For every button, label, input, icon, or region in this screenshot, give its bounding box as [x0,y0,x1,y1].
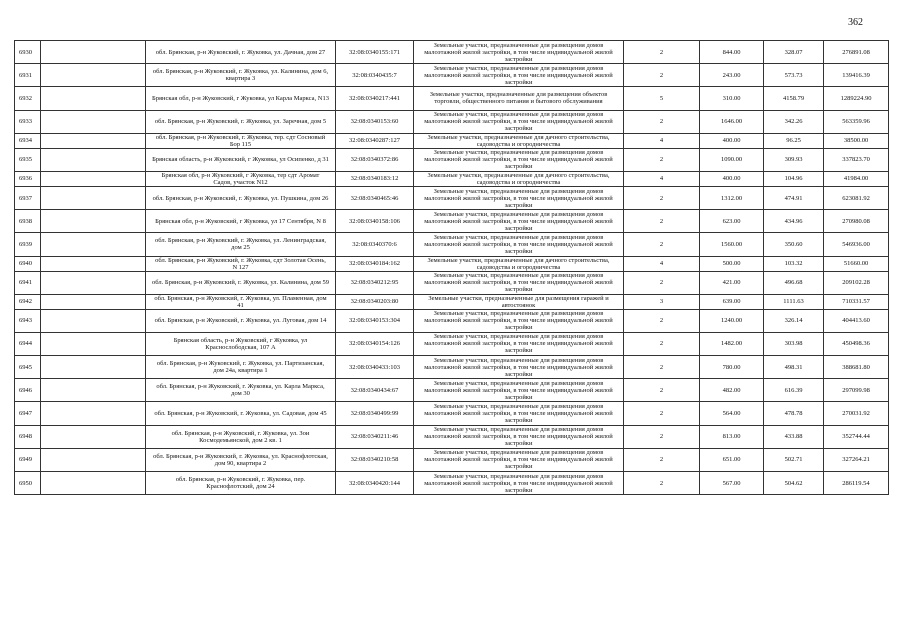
group-cell: 2 [624,186,700,209]
cadastral-number-cell: 32:08:0340212:95 [336,271,414,294]
group-cell: 5 [624,87,700,110]
specific-value-cell: 496.68 [764,271,824,294]
address-cell: обл. Брянская, р-н Жуковский, г. Жуковка, ул. Карла Маркса, дом 30 [146,379,336,402]
table-row [15,171,889,186]
address-cell: Брянская обл, р-н Жуковский, г Жуковка, тер сдт Аромат Садов, участок N12 [146,171,336,186]
spacer-cell [41,271,146,294]
area-cell: 1560.00 [700,233,764,256]
land-use-cell: Земельные участки, предназначенные для размещения домов малоэтажной жилой застройки, в том числе индивидуальной жилой застройки [414,110,624,133]
spacer-cell [41,356,146,379]
cadastral-value-cell: 563359.96 [824,110,889,133]
cadastral-value-cell: 710331.57 [824,294,889,309]
area-cell: 623.00 [700,210,764,233]
address-cell: обл. Брянская, р-н Жуковский, г. Жуковка, ул. Ленинградская, дом 25 [146,233,336,256]
cadastral-number-cell: 32:08:0340211:46 [336,425,414,448]
specific-value-cell: 309.93 [764,148,824,171]
table-row [15,448,889,471]
group-cell: 2 [624,379,700,402]
group-cell: 2 [624,64,700,87]
table-body [15,41,889,495]
address-cell: Брянская обл, р-н Жуковский, г Жуковка, ул Карла Маркса, N13 [146,87,336,110]
land-use-cell: Земельные участки, предназначенные для размещения домов малоэтажной жилой застройки, в том числе индивидуальной жилой застройки [414,41,624,64]
group-cell: 2 [624,309,700,332]
group-cell: 2 [624,271,700,294]
spacer-cell [41,41,146,64]
address-cell: Брянская обл, р-н Жуковский, г Жуковка, ул 17 Сентября, N 8 [146,210,336,233]
row-number: 6948 [15,425,41,448]
table-row [15,332,889,355]
address-cell: обл. Брянская, р-н Жуковский, г. Жуковка, сдт Золотая Осень, N 127 [146,256,336,271]
table-row [15,309,889,332]
group-cell: 4 [624,133,700,148]
specific-value-cell: 504.62 [764,472,824,495]
address-cell: обл. Брянская, р-н Жуковский, г. Жуковка, ул. Зои Космодемьянской, дом 2 кв. 1 [146,425,336,448]
cadastral-value-cell: 51660.00 [824,256,889,271]
land-use-cell: Земельные участки, предназначенные для размещения домов малоэтажной жилой застройки, в том числе индивидуальной жилой застройки [414,148,624,171]
area-cell: 1646.00 [700,110,764,133]
cadastral-number-cell: 32:08:0340420:144 [336,472,414,495]
row-number: 6933 [15,110,41,133]
area-cell: 243.00 [700,64,764,87]
table-row [15,472,889,495]
row-number: 6940 [15,256,41,271]
spacer-cell [41,309,146,332]
cadastral-number-cell: 32:08:0340154:126 [336,332,414,355]
land-use-cell: Земельные участки, предназначенные для размещения домов малоэтажной жилой застройки, в том числе индивидуальной жилой застройки [414,402,624,425]
land-use-cell: Земельные участки, предназначенные для размещения домов малоэтажной жилой застройки, в том числе индивидуальной жилой застройки [414,379,624,402]
spacer-cell [41,332,146,355]
cadastral-value-cell: 38500.00 [824,133,889,148]
cadastral-value-cell: 286119.54 [824,472,889,495]
cadastral-value-cell: 337823.70 [824,148,889,171]
area-cell: 813.00 [700,425,764,448]
row-number: 6932 [15,87,41,110]
specific-value-cell: 434.96 [764,210,824,233]
spacer-cell [41,110,146,133]
specific-value-cell: 1111.63 [764,294,824,309]
group-cell: 2 [624,210,700,233]
table-row [15,210,889,233]
address-cell: обл. Брянская, р-н Жуковский, г. Жуковка, ул. Партизанская, дом 24а, квартира 1 [146,356,336,379]
land-use-cell: Земельные участки, предназначенные для размещения домов малоэтажной жилой застройки, в том числе индивидуальной жилой застройки [414,356,624,379]
specific-value-cell: 303.98 [764,332,824,355]
cadastral-value-cell: 270980.08 [824,210,889,233]
table-row [15,256,889,271]
page-number: 362 [848,17,863,28]
row-number: 6939 [15,233,41,256]
land-use-cell: Земельные участки, предназначенные для размещения домов малоэтажной жилой застройки, в том числе индивидуальной жилой застройки [414,271,624,294]
address-cell: Брянская область, р-н Жуковский, г Жуковка, ул Краснослободская, 107 А [146,332,336,355]
table-row [15,233,889,256]
cadastral-value-cell: 388681.80 [824,356,889,379]
cadastral-number-cell: 32:08:0340184:162 [336,256,414,271]
spacer-cell [41,186,146,209]
table-row [15,271,889,294]
spacer-cell [41,425,146,448]
cadastral-value-cell: 623081.92 [824,186,889,209]
cadastral-value-cell: 352744.44 [824,425,889,448]
table-row [15,110,889,133]
row-number: 6946 [15,379,41,402]
area-cell: 639.00 [700,294,764,309]
row-number: 6936 [15,171,41,186]
land-use-cell: Земельные участки, предназначенные для размещения домов малоэтажной жилой застройки, в том числе индивидуальной жилой застройки [414,233,624,256]
area-cell: 400.00 [700,171,764,186]
spacer-cell [41,148,146,171]
area-cell: 651.00 [700,448,764,471]
cadastral-value-cell: 41984.00 [824,171,889,186]
address-cell: Брянская область, р-н Жуковский, г Жуковка, ул Осипенко, д 31 [146,148,336,171]
group-cell: 2 [624,332,700,355]
specific-value-cell: 96.25 [764,133,824,148]
table-row [15,87,889,110]
area-cell: 1240.00 [700,309,764,332]
group-cell: 2 [624,448,700,471]
table-row [15,425,889,448]
specific-value-cell: 4158.79 [764,87,824,110]
address-cell: обл. Брянская, р-н Жуковский, г. Жуковка, ул. Пламенная, дом 41 [146,294,336,309]
row-number: 6943 [15,309,41,332]
cadastral-number-cell: 32:08:0340465:46 [336,186,414,209]
area-cell: 421.00 [700,271,764,294]
row-number: 6947 [15,402,41,425]
area-cell: 1312.00 [700,186,764,209]
cadastral-number-cell: 32:08:0340153:304 [336,309,414,332]
land-use-cell: Земельные участки, предназначенные для размещения гаражей и автостоянок [414,294,624,309]
row-number: 6937 [15,186,41,209]
area-cell: 844.00 [700,41,764,64]
cadastral-value-cell: 270031.92 [824,402,889,425]
cadastral-value-cell: 546936.00 [824,233,889,256]
land-use-cell: Земельные участки, предназначенные для дачного строительства, садоводства и огородничества [414,133,624,148]
land-use-cell: Земельные участки, предназначенные для размещения домов малоэтажной жилой застройки, в том числе индивидуальной жилой застройки [414,309,624,332]
spacer-cell [41,379,146,402]
cadastral-value-cell: 276891.08 [824,41,889,64]
land-use-cell: Земельные участки, предназначенные для размещения домов малоэтажной жилой застройки, в том числе индивидуальной жилой застройки [414,472,624,495]
group-cell: 2 [624,402,700,425]
address-cell: обл. Брянская, р-н Жуковский, г. Жуковка, ул. Заречная, дом 5 [146,110,336,133]
table-row [15,133,889,148]
address-cell: обл. Брянская, р-н Жуковский, г. Жуковка, ул. Садовая, дом 45 [146,402,336,425]
spacer-cell [41,210,146,233]
address-cell: обл. Брянская, р-н Жуковский, г. Жуковка, ул. Дачная, дом 27 [146,41,336,64]
specific-value-cell: 342.26 [764,110,824,133]
table-row [15,356,889,379]
specific-value-cell: 326.14 [764,309,824,332]
cadastral-number-cell: 32:08:0340372:86 [336,148,414,171]
specific-value-cell: 104.96 [764,171,824,186]
land-use-cell: Земельные участки, предназначенные для размещения домов малоэтажной жилой застройки, в том числе индивидуальной жилой застройки [414,186,624,209]
cadastral-number-cell: 32:08:0340287:127 [336,133,414,148]
cadastral-number-cell: 32:08:0340158:106 [336,210,414,233]
row-number: 6935 [15,148,41,171]
land-use-cell: Земельные участки, предназначенные для размещения домов малоэтажной жилой застройки, в том числе индивидуальной жилой застройки [414,425,624,448]
land-use-cell: Земельные участки, предназначенные для размещения объектов торговли, общественного питания и бытового обслуживания [414,87,624,110]
row-number: 6938 [15,210,41,233]
address-cell: обл. Брянская, р-н Жуковский, г. Жуковка, ул. Калинина, дом 59 [146,271,336,294]
specific-value-cell: 502.71 [764,448,824,471]
table-row [15,294,889,309]
group-cell: 3 [624,294,700,309]
table-row [15,64,889,87]
row-number: 6942 [15,294,41,309]
group-cell: 2 [624,41,700,64]
cadastral-number-cell: 32:08:0340203:80 [336,294,414,309]
area-cell: 564.00 [700,402,764,425]
land-use-cell: Земельные участки, предназначенные для дачного строительства, садоводства и огородничества [414,256,624,271]
land-use-cell: Земельные участки, предназначенные для размещения домов малоэтажной жилой застройки, в том числе индивидуальной жилой застройки [414,448,624,471]
specific-value-cell: 498.31 [764,356,824,379]
cadastral-value-cell: 450498.36 [824,332,889,355]
cadastral-value-cell: 209102.28 [824,271,889,294]
specific-value-cell: 616.39 [764,379,824,402]
table-row [15,41,889,64]
cadastral-number-cell: 32:08:0340434:67 [336,379,414,402]
area-cell: 310.00 [700,87,764,110]
group-cell: 4 [624,171,700,186]
row-number: 6944 [15,332,41,355]
spacer-cell [41,294,146,309]
group-cell: 2 [624,472,700,495]
address-cell: обл. Брянская, р-н Жуковский, г. Жуковка, пер. Краснофлотский, дом 24 [146,472,336,495]
specific-value-cell: 328.07 [764,41,824,64]
row-number: 6949 [15,448,41,471]
spacer-cell [41,448,146,471]
table-row [15,148,889,171]
cadastral-number-cell: 32:08:0340210:58 [336,448,414,471]
group-cell: 2 [624,110,700,133]
row-number: 6950 [15,472,41,495]
address-cell: обл. Брянская, р-н Жуковский, г. Жуковка, ул. Пушкина, дом 26 [146,186,336,209]
row-number: 6930 [15,41,41,64]
group-cell: 2 [624,148,700,171]
cadastral-value-cell: 327264.21 [824,448,889,471]
cadastral-value-cell: 404413.60 [824,309,889,332]
row-number: 6945 [15,356,41,379]
area-cell: 780.00 [700,356,764,379]
spacer-cell [41,64,146,87]
area-cell: 500.00 [700,256,764,271]
cadastral-number-cell: 32:08:0340153:60 [336,110,414,133]
area-cell: 400.00 [700,133,764,148]
cadastral-value-table [14,40,889,495]
cadastral-number-cell: 32:08:0340217:441 [336,87,414,110]
spacer-cell [41,233,146,256]
area-cell: 1482.00 [700,332,764,355]
group-cell: 4 [624,256,700,271]
address-cell: обл. Брянская, р-н Жуковский, г. Жуковка, ул. Калинина, дом 6, квартира 3 [146,64,336,87]
specific-value-cell: 474.91 [764,186,824,209]
specific-value-cell: 350.60 [764,233,824,256]
land-use-cell: Земельные участки, предназначенные для размещения домов малоэтажной жилой застройки, в том числе индивидуальной жилой застройки [414,64,624,87]
row-number: 6931 [15,64,41,87]
cadastral-value-cell: 139416.39 [824,64,889,87]
table-row [15,186,889,209]
address-cell: обл. Брянская, р-н Жуковский, г. Жуковка, ул. Луговая, дом 14 [146,309,336,332]
spacer-cell [41,87,146,110]
land-use-cell: Земельные участки, предназначенные для размещения домов малоэтажной жилой застройки, в том числе индивидуальной жилой застройки [414,210,624,233]
specific-value-cell: 103.32 [764,256,824,271]
area-cell: 1090.00 [700,148,764,171]
row-number: 6941 [15,271,41,294]
spacer-cell [41,472,146,495]
area-cell: 567.00 [700,472,764,495]
cadastral-number-cell: 32:08:0340433:103 [336,356,414,379]
area-cell: 482.00 [700,379,764,402]
specific-value-cell: 433.88 [764,425,824,448]
cadastral-value-cell: 1289224.90 [824,87,889,110]
specific-value-cell: 478.78 [764,402,824,425]
cadastral-number-cell: 32:08:0340370:6 [336,233,414,256]
table-row [15,379,889,402]
land-use-cell: Земельные участки, предназначенные для дачного строительства, садоводства и огородничества [414,171,624,186]
table-row [15,402,889,425]
row-number: 6934 [15,133,41,148]
group-cell: 2 [624,425,700,448]
group-cell: 2 [624,233,700,256]
group-cell: 2 [624,356,700,379]
spacer-cell [41,256,146,271]
cadastral-number-cell: 32:08:0340435:7 [336,64,414,87]
specific-value-cell: 573.73 [764,64,824,87]
spacer-cell [41,171,146,186]
cadastral-number-cell: 32:08:0340155:171 [336,41,414,64]
address-cell: обл. Брянская, р-н Жуковский, г. Жуковка, ул. Краснофлотская, дом 90, квартира 2 [146,448,336,471]
cadastral-number-cell: 32:08:0340183:12 [336,171,414,186]
cadastral-number-cell: 32:08:0340499:99 [336,402,414,425]
cadastral-value-cell: 297099.98 [824,379,889,402]
land-use-cell: Земельные участки, предназначенные для размещения домов малоэтажной жилой застройки, в том числе индивидуальной жилой застройки [414,332,624,355]
spacer-cell [41,402,146,425]
address-cell: обл. Брянская, р-н Жуковский, г. Жуковка, тер. сдт Сосновый Бор 115 [146,133,336,148]
spacer-cell [41,133,146,148]
